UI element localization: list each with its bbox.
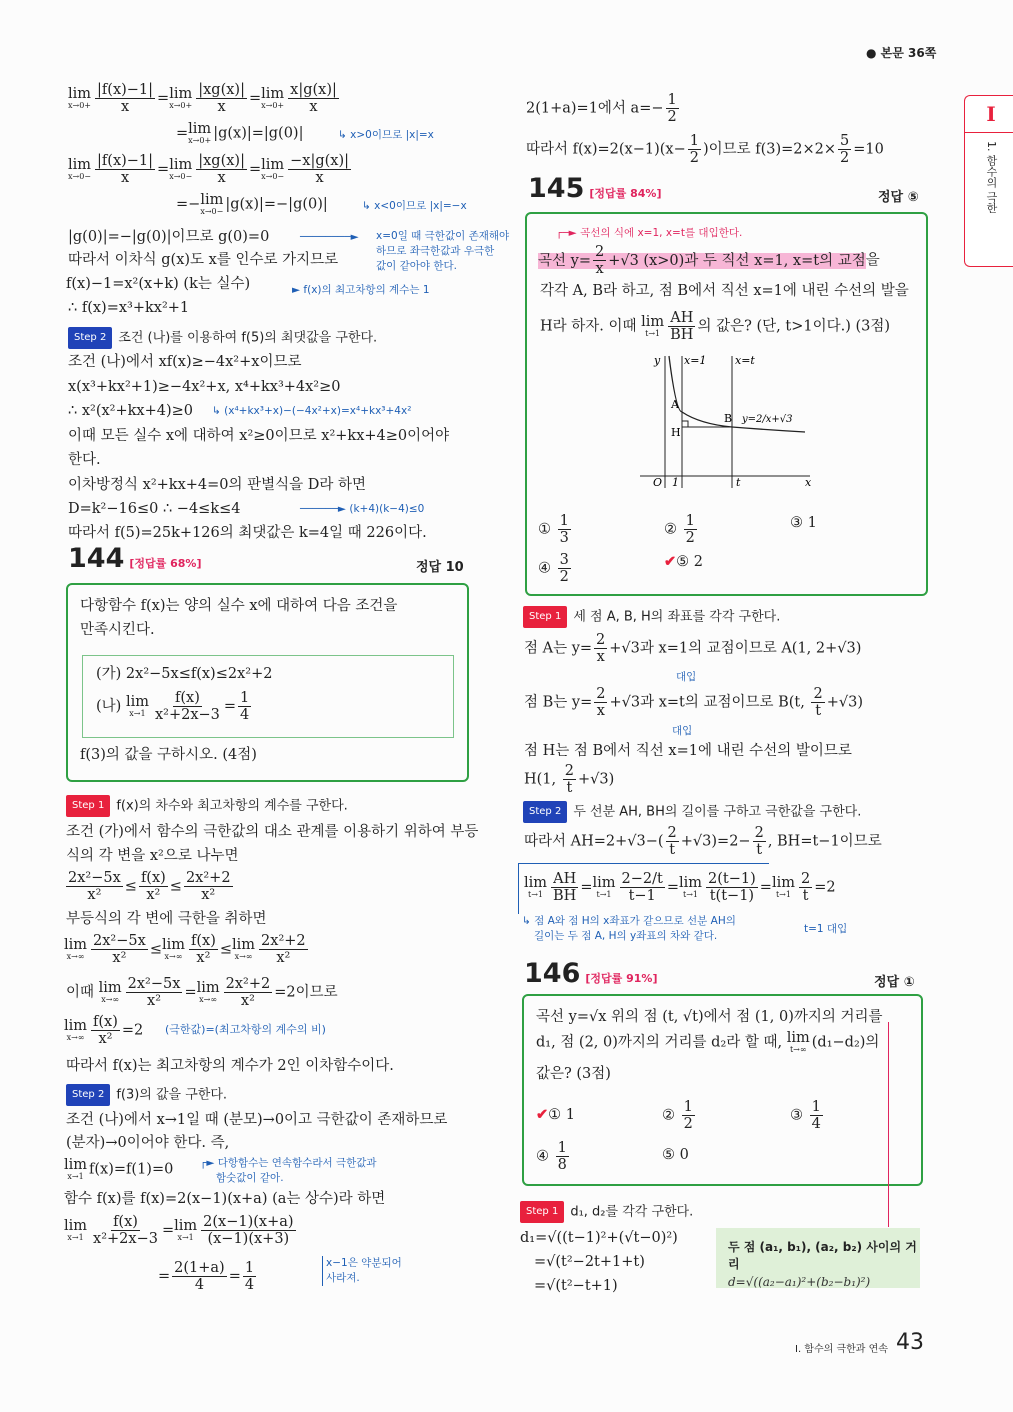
limit-operator: lim t→1 <box>771 875 795 899</box>
math-line: 2(1+a)=1에서 a=− $\frac{1}{2}$ <box>526 92 677 125</box>
limit-operator: lim x→∞ <box>232 937 256 961</box>
math-line: = lim x→0+ |g(x)|=|g(0)| <box>176 121 304 145</box>
fraction: $\frac{\text{2x²−5x}}{\text{x²}}$ <box>68 870 121 903</box>
annotation: ↳ x>0이므로 |x|=x <box>338 129 434 141</box>
text-line: 조건 (나)에서 x→1일 때 (분모)→0이고 극한값이 존재하므로 <box>66 1112 448 1128</box>
fraction: $\frac{1}{4}$ <box>240 690 250 723</box>
condition-a: (가) 2x²−5x≤f(x)≤2x²+2 <box>96 666 273 682</box>
answer-label: 정답 ⑤ <box>878 190 919 205</box>
text-line: |g(0)|=−|g(0)|이므로 g(0)=0 <box>68 229 270 245</box>
fraction: $\frac{f(x)}{\text{x²+2x−3}}$ <box>93 1214 158 1247</box>
choice-5[interactable]: ⑤ 0 <box>662 1147 689 1163</box>
footer-chapter: I. 함수의 극한과 연속 <box>795 1344 888 1355</box>
math-line: lim x→1 f(x)=f(1)=0 <box>64 1157 174 1181</box>
text-line: 한다. <box>68 452 101 468</box>
page-reference <box>866 44 936 61</box>
question-text: f(3)의 값을 구하시오. (4점) <box>80 747 257 763</box>
fraction: $\frac{2}{t}$ <box>564 763 574 796</box>
fraction: $\frac{1}{2}$ <box>667 92 677 125</box>
limit-operator: lim x→0+ <box>188 121 212 145</box>
annotation: ↳ x<0이므로 |x|=−x <box>362 200 467 212</box>
check-mark-icon: ✔ <box>536 1106 549 1123</box>
fraction: $\frac{AH}{BH}$ <box>670 310 694 343</box>
math-line: d₁=√((t−1)²+(√t−0)²) <box>520 1230 678 1246</box>
step-2-heading: Step 2 두 선분 AH, BH의 길이를 구하고 극한값을 구한다. <box>523 801 861 823</box>
math-line: 점 A는 y= $\frac{2}{x}$ +√3과 x=1의 교점이므로 A(1, 2+√3) <box>524 632 862 665</box>
tip-title: 두 점 (a₁, b₁), (a₂, b₂) 사이의 거리 <box>728 1240 917 1271</box>
problem-145-title: 145 [정답률 84%] <box>528 173 662 204</box>
tip-formula: d=√((a₂−a₁)²+(b₂−b₁)²) <box>728 1275 871 1289</box>
curve-label: y=2/x+√3 <box>742 414 793 425</box>
fraction: $\frac{f(x)}{\text{x²+2x−3}}$ <box>154 690 220 723</box>
fraction: $\frac{\text{2x²+2}}{\text{x²}}$ <box>225 976 271 1009</box>
limit-operator: lim x→0+ <box>169 86 193 110</box>
limit-operator: lim x→0− <box>261 157 285 181</box>
origin-label: O <box>653 476 663 489</box>
chapter-label: 1. 함수의 극한 <box>985 141 998 214</box>
fraction: $\frac{|f(x)-1|}{x}$ <box>97 153 154 186</box>
math-line: H(1, $\frac{2}{t}$ +√3) <box>524 763 615 796</box>
chapter-roman: I <box>986 102 996 126</box>
fraction: $\frac{AH}{BH}$ <box>553 871 577 904</box>
limit-operator: lim x→∞ <box>98 980 122 1004</box>
fraction: $\frac{2}{t}$ <box>813 686 823 719</box>
text-line: 식의 각 변을 x²으로 나누면 <box>66 848 239 864</box>
fraction: $\frac{|xg(x)|}{x}$ <box>198 153 245 186</box>
question-text: d₁, 점 (2, 0)까지의 거리를 d₂라 할 때, lim t→∞ (d₁−d₂)의 <box>536 1030 880 1054</box>
text-line: 점 H는 점 B에서 직선 x=1에 내린 수선의 발이므로 <box>524 743 852 759</box>
fraction: $\frac{|xg(x)|}{x}$ <box>198 82 245 115</box>
text-line: 이때 모든 실수 x에 대하여 x²≥0이므로 x²+kx+4≥0이어야 <box>68 428 450 444</box>
answer-label: 정답 ① <box>874 975 915 990</box>
fraction: $\frac{2-2/t}{t-1}$ <box>621 871 663 904</box>
text-line: 조건 (가)에서 함수의 극한값의 대소 관계를 이용하기 위하여 부등 <box>66 824 479 840</box>
limit-operator: lim x→∞ <box>161 937 185 961</box>
tick-1: 1 <box>672 476 679 489</box>
page-number: 43 <box>896 1330 924 1355</box>
limit-operator: lim t→1 <box>641 314 665 338</box>
question-text: 값은? (3점) <box>536 1066 611 1082</box>
fraction: $\frac{x|g(x)|}{x}$ <box>290 82 337 115</box>
fraction: $\frac{2}{x}$ <box>596 632 606 665</box>
limit-operator: lim x→0− <box>68 157 92 181</box>
text-line: 조건 (나)에서 xf(x)≥−4x²+x이므로 <box>68 354 302 370</box>
fraction: $\frac{\text{2x²−5x}}{\text{x²}}$ <box>127 976 181 1009</box>
annotation: ↳ (x⁴+kx³+x)−(−4x²+x)=x⁴+kx³+4x² <box>212 405 412 417</box>
arrow-icon: ────────► <box>300 231 359 243</box>
highlighted-text: 곡선 y= $\frac{2}{x}$ +√3 (x>0)과 두 직선 x=1, x=t의 교점 <box>538 244 866 277</box>
annotation: ► f(x)의 최고차항의 계수는 1 <box>292 284 430 296</box>
limit-operator: lim t→1 <box>679 875 703 899</box>
question-text: 만족시킨다. <box>80 622 155 638</box>
fraction: $\frac{1}{2}$ <box>683 1099 693 1132</box>
fraction: $\frac{1}{3}$ <box>559 513 569 546</box>
step-badge: Step 1 <box>520 1201 564 1223</box>
fraction: $\frac{2}{x}$ <box>594 244 605 277</box>
check-mark-icon: ✔ <box>664 553 677 570</box>
arrow-line <box>888 1022 889 1227</box>
fraction: $\frac{5}{2}$ <box>840 133 850 166</box>
fraction: $\frac{f(x)}{\text{x²}}$ <box>140 870 166 903</box>
text-line: 따라서 이차식 g(x)도 x를 인수로 가지므로 <box>68 252 339 268</box>
math-line: lim x→∞ $\frac{f(x)}{\text{x²}}$ =2 <box>64 1014 144 1047</box>
line-label: x=1 <box>684 354 707 367</box>
fraction: $\frac{\text{2x²−5x}}{\text{x²}}$ <box>93 933 146 966</box>
step-badge: Step 1 <box>523 606 567 628</box>
choice-3[interactable]: ③ 1 <box>790 515 817 531</box>
problem-146-title: 146 [정답률 91%] <box>524 958 658 989</box>
math-line: 따라서 f(x)=2(x−1)(x− $\frac{1}{2}$ )이므로 f(3)=2×2× $\frac{5}{2}$ =10 <box>526 133 884 166</box>
fraction: $\frac{2}{t}$ <box>667 825 677 858</box>
limit-operator: lim x→1 <box>64 1157 88 1181</box>
math-line: =√(t²−2t+1+t) <box>534 1254 645 1270</box>
limit-operator: lim x→0− <box>200 192 224 216</box>
limit-operator: lim x→0+ <box>261 86 285 110</box>
math-line: lim x→∞ $\frac{\text{2x²−5x}}{\text{x²}}$ ≤ lim x→∞ $\frac{f(x)}{\text{x²}}$ ≤ lim x→∞ $\frac{\text{2x²+2}}{\text{x²}}$ <box>64 933 306 966</box>
text-line: 따라서 f(x)는 최고차항의 계수가 2인 이차함수이다. <box>66 1058 394 1074</box>
chapter-side-tab[interactable] <box>964 95 1013 267</box>
fraction: $\frac{1}{2}$ <box>689 133 699 166</box>
limit-operator: lim t→1 <box>524 875 548 899</box>
fraction: $\frac{|f(x)-1|}{x}$ <box>97 82 154 115</box>
fraction: $\frac{\text{2x²+2}}{\text{x²}}$ <box>261 933 306 966</box>
question-text: 곡선 y=√x 위의 점 (t, √t)에서 점 (1, 0)까지의 거리를 <box>536 1009 883 1025</box>
math-line: x(x³+kx²+1)≥−4x²+x, x⁴+kx³+4x²≥0 <box>68 379 341 395</box>
page-ref-text: 본문 36쪽 <box>880 46 937 60</box>
tip-box <box>716 1228 920 1288</box>
question-text: H라 하자. 이때 lim t→1 $\frac{AH}{BH}$ 의 값은? (단, t>1이다.) (3점) <box>540 310 891 343</box>
limit-operator: lim x→∞ <box>64 937 88 961</box>
fraction: $\frac{2}{t}$ <box>754 825 764 858</box>
limit-operator: lim x→∞ <box>64 1018 88 1042</box>
choice-1[interactable]: ✔① 1 <box>536 1106 575 1123</box>
limit-operator: lim x→1 <box>125 694 149 718</box>
limit-operator: lim x→1 <box>64 1218 88 1242</box>
fraction: $\frac{1}{4}$ <box>811 1099 821 1132</box>
text-line: 부등식의 각 변에 극한을 취하면 <box>66 911 267 927</box>
choice-2[interactable]: ② $\frac{1}{2}$ <box>662 1099 693 1132</box>
annotation: ↳ 점 A와 점 H의 x좌표가 같으므로 선분 AH의 길이는 두 점 A, H의 y좌표의 차와 같다. <box>522 915 736 942</box>
tick-t: t <box>736 476 741 489</box>
text-line: 함수 f(x)를 f(x)=2(x−1)(x+a) (a는 상수)라 하면 <box>64 1191 386 1207</box>
right-angle-mark <box>682 421 688 427</box>
step-1-heading: Step 1 d₁, d₂를 각각 구한다. <box>520 1201 693 1223</box>
limit-operator: lim t→1 <box>592 875 616 899</box>
step-1-heading: Step 1 f(x)의 차수와 최고차항의 계수를 구한다. <box>66 795 348 817</box>
text-line: 따라서 f(5)=25k+126의 최댓값은 k=4일 때 226이다. <box>68 525 427 541</box>
condition-b: (나) lim x→1 $\frac{f(x)}{\text{x²+2x−3}}$ = $\frac{1}{4}$ <box>96 690 250 723</box>
point-H: H <box>671 426 681 439</box>
math-line: = $\frac{2(1+a)}{4}$ = $\frac{1}{4}$ <box>158 1260 255 1293</box>
choice-2[interactable]: ② $\frac{1}{2}$ <box>664 513 695 546</box>
question-text: 각각 A, B라 하고, 점 B에서 직선 x=1에 내린 수선의 발을 <box>540 283 909 299</box>
point-B: B <box>724 412 733 425</box>
graph-figure <box>640 352 820 490</box>
step-1-heading: Step 1 세 점 A, B, H의 좌표를 각각 구한다. <box>523 606 780 628</box>
text-line: (분자)→0이어야 한다. 즉, <box>66 1135 230 1151</box>
text-line: f(x)−1=x²(x+k) (k는 실수) <box>66 276 251 292</box>
fraction: $\frac{2}{t}$ <box>800 871 811 904</box>
annotation: (극한값)=(최고차항의 계수의 비) <box>165 1023 326 1036</box>
math-line: ∴ f(x)=x³+kx²+1 <box>68 300 190 316</box>
fraction: $\frac{-x|g(x)|}{x}$ <box>290 153 350 186</box>
limit-operator: lim t→∞ <box>786 1030 810 1054</box>
choice-3[interactable]: ③ $\frac{1}{4}$ <box>790 1099 821 1132</box>
fraction: $\frac{2(t-1)}{t(t-1)}$ <box>708 871 756 904</box>
annotation: ┌─► 곡선의 식에 x=1, x=t를 대입한다. <box>556 227 743 239</box>
y-label: y <box>654 354 661 367</box>
annotation: 대입 <box>672 725 693 737</box>
fraction: $\frac{1}{8}$ <box>557 1140 567 1173</box>
math-line: 점 B는 y= $\frac{2}{x}$ +√3과 x=t의 교점이므로 B(t, $\frac{2}{t}$ +√3) <box>524 686 863 719</box>
fraction: $\frac{1}{2}$ <box>685 513 695 546</box>
line-label: x=t <box>735 354 755 367</box>
question-text: 다항함수 f(x)는 양의 실수 x에 대하여 다음 조건을 <box>80 598 398 614</box>
annotation: x=0일 때 극한값이 존재해야 하므로 좌극한값과 우극한 값이 같아야 한다. <box>376 230 510 272</box>
math-line: lim x→0− $\frac{|f(x)-1|}{x}$ = lim x→0− $\frac{|xg(x)|}{x}$ = lim x→0− $\frac{-x|g(x)|}{x}$ <box>68 153 350 186</box>
math-line: =√(t²−t+1) <box>534 1278 618 1294</box>
limit-operator: lim x→1 <box>174 1218 198 1242</box>
step-badge: Step 2 <box>66 1084 110 1106</box>
annotation: ──────► (k+4)(k−4)≤0 <box>300 503 425 515</box>
fraction: $\frac{f(x)}{\text{x²}}$ <box>93 1014 118 1047</box>
math-line: lim t→1 $\frac{AH}{BH}$ = lim t→1 $\frac{2-2/t}{t-1}$ = lim t→1 $\frac{2(t-1)}{t(t-1)}$ = lim t→1 $\frac{2}{t}$ =2 <box>524 871 836 904</box>
step-2-heading: Step 2 조건 (나)를 이용하여 f(5)의 최댓값을 구한다. <box>68 327 377 349</box>
annotation: 대입 <box>676 671 697 683</box>
fraction: $\frac{1}{4}$ <box>244 1260 255 1293</box>
choice-1[interactable]: ① $\frac{1}{3}$ <box>538 513 569 546</box>
limit-operator: lim x→0− <box>169 157 193 181</box>
annotation: x−1은 약분되어 사라져. <box>322 1256 402 1286</box>
step-badge: Step 2 <box>523 801 567 823</box>
fraction: $\frac{2(1+a)}{4}$ <box>174 1260 225 1293</box>
problem-144-title: 144 [정답률 68%] <box>68 543 202 574</box>
fraction: $\frac{\text{2x²+2}}{\text{x²}}$ <box>185 870 231 903</box>
choice-4[interactable]: ④ $\frac{3}{2}$ <box>538 552 569 585</box>
step-2-heading: Step 2 f(3)의 값을 구한다. <box>66 1084 227 1106</box>
fraction: $\frac{2(x-1)(x+a)}{(x-1)(x+3)}$ <box>203 1214 294 1247</box>
math-line: lim x→1 $\frac{f(x)}{\text{x²+2x−3}}$ = lim x→1 $\frac{2(x-1)(x+a)}{(x-1)(x+3)}$ <box>64 1214 294 1247</box>
math-line: $\frac{\text{2x²−5x}}{\text{x²}}$ ≤ $\frac{f(x)}{\text{x²}}$ ≤ $\frac{\text{2x²+2}}{\text{x²}}$ <box>68 870 231 903</box>
math-line: =− lim x→0− |g(x)|=−|g(0)| <box>176 192 328 216</box>
step-badge: Step 2 <box>68 327 112 349</box>
math-line: ∴ x²(x²+kx+4)≥0 <box>68 403 193 419</box>
step-badge: Step 1 <box>66 795 110 817</box>
circle-icon: ● <box>866 46 877 60</box>
x-label: x <box>805 476 812 489</box>
math-line: 이때 lim x→∞ $\frac{\text{2x²−5x}}{\text{x²}}$ = lim x→∞ $\frac{\text{2x²+2}}{\text{x²}}$ =2이므로 <box>66 976 338 1009</box>
math-line: D=k²−16≤0 ∴ −4≤k≤4 <box>68 501 241 517</box>
question-text: 곡선 y= $\frac{2}{x}$ +√3 (x>0)과 두 직선 x=1, x=t의 교점을 <box>538 244 880 277</box>
limit-operator: lim x→∞ <box>196 980 220 1004</box>
answer-label: 정답 10 <box>416 560 464 575</box>
fraction: $\frac{2}{x}$ <box>596 686 606 719</box>
limit-operator: lim x→0+ <box>68 86 92 110</box>
annotation: t=1 대입 <box>804 923 848 935</box>
choice-5[interactable]: ✔⑤ 2 <box>664 553 703 570</box>
choice-4[interactable]: ④ $\frac{1}{8}$ <box>536 1140 567 1173</box>
math-line: 따라서 AH=2+√3−( $\frac{2}{t}$ +√3)=2− $\frac{2}{t}$ , BH=t−1이므로 <box>524 825 882 858</box>
fraction: $\frac{f(x)}{\text{x²}}$ <box>191 933 216 966</box>
text-line: 이차방정식 x²+kx+4=0의 판별식을 D라 하면 <box>68 477 367 493</box>
math-line: lim x→0+ $\frac{|f(x)-1|}{x}$ = lim x→0+ $\frac{|xg(x)|}{x}$ = lim x→0+ $\frac{x|g(x)|}{x}$ <box>68 82 337 115</box>
fraction: $\frac{3}{2}$ <box>559 552 569 585</box>
annotation: ┌► 다항함수는 연속함수라서 극한값과 함숫값이 같아. <box>200 1157 377 1184</box>
point-A: A <box>671 398 679 411</box>
